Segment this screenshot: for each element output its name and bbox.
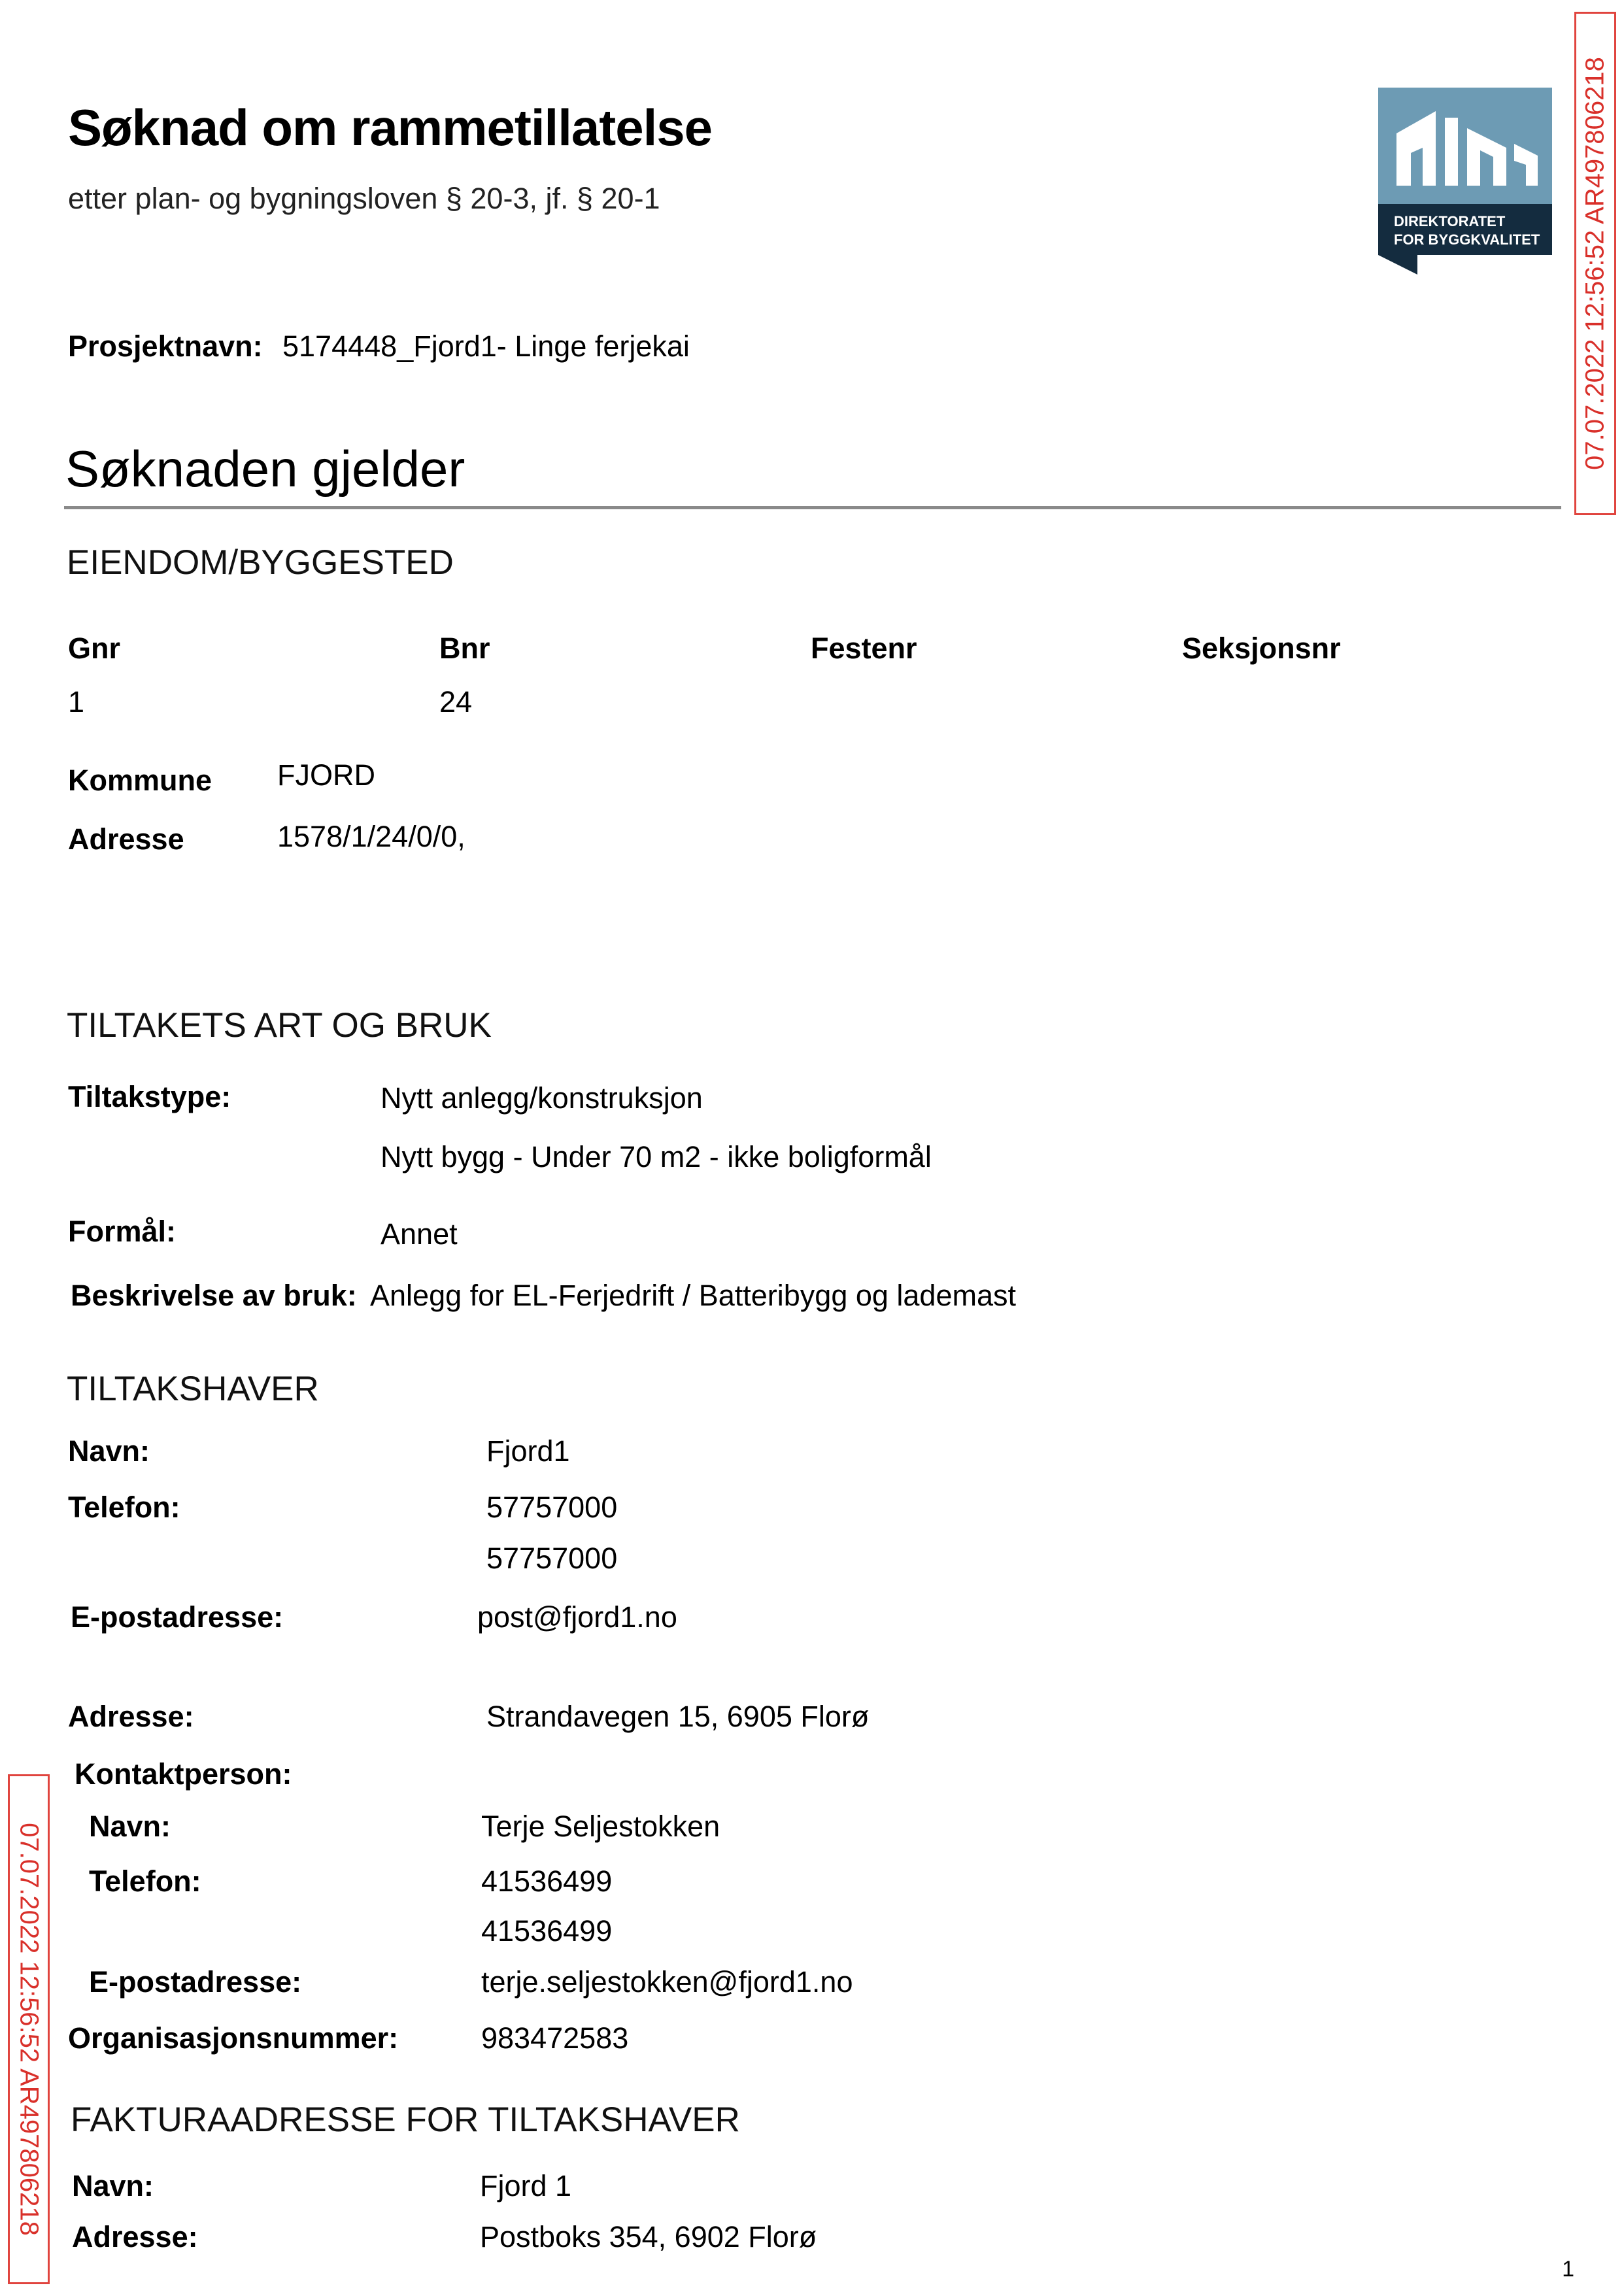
tiltakstype-label: Tiltakstype: xyxy=(68,1080,231,1113)
section-divider xyxy=(64,506,1561,509)
adresse-label: Adresse xyxy=(68,822,184,856)
timestamp-stamp-right xyxy=(1574,12,1616,515)
kontakt-navn-value: Terje Seljestokken xyxy=(481,1810,720,1843)
tiltakshaver-epost-label: E-postadresse: xyxy=(71,1600,284,1634)
faktura-heading: FAKTURAADRESSE FOR TILTAKSHAVER xyxy=(71,2100,740,2139)
gnr-value: 1 xyxy=(68,685,85,718)
seksjonsnr-label: Seksjonsnr xyxy=(1182,632,1341,665)
project-name-value: 5174448_Fjord1- Linge ferjekai xyxy=(282,329,690,363)
bnr-value: 24 xyxy=(439,685,473,718)
tiltakshaver-heading: TILTAKSHAVER xyxy=(67,1370,319,1408)
kontakt-epost-value: terje.seljestokken@fjord1.no xyxy=(481,1965,853,1999)
kontaktperson-label: Kontaktperson: xyxy=(75,1757,292,1791)
beskrivelse-value: Anlegg for EL-Ferjedrift / Batteribygg og lademast xyxy=(370,1279,1017,1312)
formal-value: Annet xyxy=(381,1217,458,1251)
tiltakstype-value-2: Nytt bygg - Under 70 m2 - ikke boligformål xyxy=(381,1140,932,1173)
adresse-value: 1578/1/24/0/0, xyxy=(277,820,465,853)
tiltakstype-value-1: Nytt anlegg/konstruksjon xyxy=(381,1081,703,1115)
faktura-adresse-label: Adresse: xyxy=(72,2220,198,2253)
kontakt-epost-label: E-postadresse: xyxy=(89,1965,302,1999)
kommune-label: Kommune xyxy=(68,764,212,797)
logo-text-line1: DIREKTORATET xyxy=(1394,213,1506,229)
tiltakshaver-telefon-value-1: 57757000 xyxy=(486,1491,618,1524)
dibk-logo-icon xyxy=(1378,88,1552,275)
dibk-logo xyxy=(1378,88,1552,275)
kontakt-telefon-value-2: 41536499 xyxy=(481,1914,613,1948)
tiltakshaver-telefon-value-2: 57757000 xyxy=(486,1542,618,1575)
org-nummer-value: 983472583 xyxy=(481,2021,629,2055)
tiltakshaver-adresse-label: Adresse: xyxy=(68,1700,194,1733)
faktura-adresse-value: Postboks 354, 6902 Florø xyxy=(480,2220,817,2253)
tiltakshaver-navn-label: Navn: xyxy=(68,1434,150,1468)
logo-text-line2: FOR BYGGKVALITET xyxy=(1394,231,1540,248)
stamp-text: 07.07.2022 12:56:52 AR497806218 xyxy=(1580,57,1610,470)
gnr-label: Gnr xyxy=(68,632,121,665)
kontakt-navn-label: Navn: xyxy=(89,1810,171,1843)
page-number: 1 xyxy=(1562,2257,1574,2282)
stamp-text: 07.07.2022 12:56:52 AR497806218 xyxy=(14,1823,44,2236)
kontakt-telefon-value-1: 41536499 xyxy=(481,1864,613,1898)
formal-label: Formål: xyxy=(68,1215,177,1248)
tiltakshaver-epost-value: post@fjord1.no xyxy=(477,1600,677,1634)
tiltakshaver-telefon-label: Telefon: xyxy=(68,1491,180,1524)
tiltakshaver-navn-value: Fjord1 xyxy=(486,1434,570,1468)
beskrivelse-label: Beskrivelse av bruk: xyxy=(71,1279,357,1312)
document-title: Søknad om rammetillatelse xyxy=(68,99,713,156)
org-nummer-label: Organisasjonsnummer: xyxy=(68,2021,399,2055)
project-name-label: Prosjektnavn: xyxy=(68,329,263,363)
document-subtitle: etter plan- og bygningsloven § 20-3, jf. § 20-1 xyxy=(68,182,660,215)
section-title: Søknaden gjelder xyxy=(65,440,465,498)
festenr-label: Festenr xyxy=(811,632,917,665)
faktura-navn-value: Fjord 1 xyxy=(480,2169,572,2202)
bnr-label: Bnr xyxy=(439,632,490,665)
tiltak-heading: TILTAKETS ART OG BRUK xyxy=(67,1006,492,1045)
eiendom-heading: EIENDOM/BYGGESTED xyxy=(67,543,454,582)
kommune-value: FJORD xyxy=(277,758,375,792)
faktura-navn-label: Navn: xyxy=(72,2169,154,2202)
timestamp-stamp-left xyxy=(8,1774,50,2284)
tiltakshaver-adresse-value: Strandavegen 15, 6905 Florø xyxy=(486,1700,870,1733)
kontakt-telefon-label: Telefon: xyxy=(89,1864,201,1898)
